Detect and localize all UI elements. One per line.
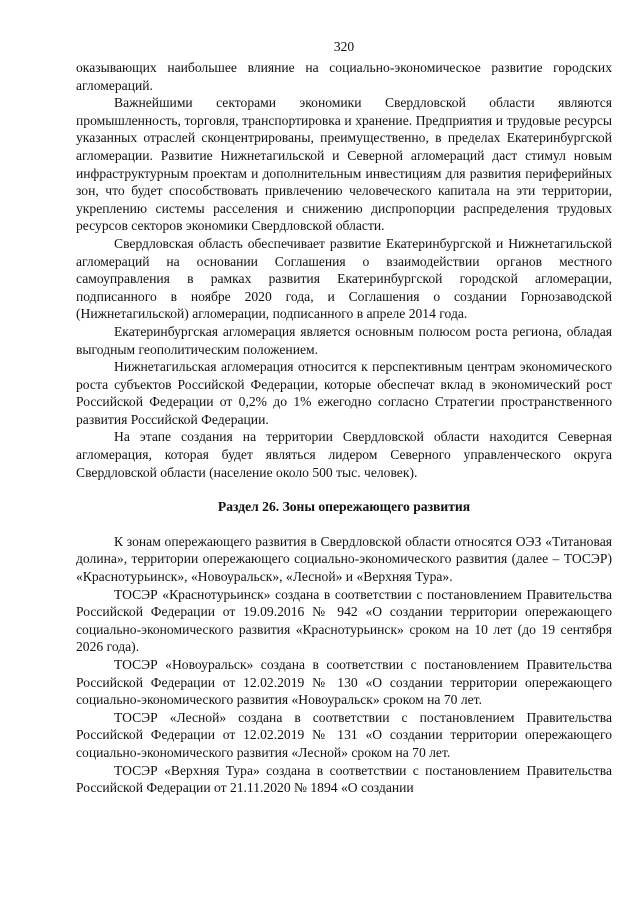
paragraph-development-zones: К зонам опережающего развития в Свердловской области относятся ОЭЗ «Титановая долина», территории опережающего социально-экономического развития (далее – ТОСЭР) «Краснотурьинск», «Новоуральск», «Лесной» и «Верхняя Тура». — [76, 533, 612, 585]
paragraph-agglomeration-agreements: Свердловская область обеспечивает развитие Екатеринбургской и Нижнетагильской агломераций на основании Соглашения о взаимодействии органов местного самоуправления в рамках развития Екатеринбургской городской агломерации, подписанного в ноябре 2020 года, и Соглашения о создании Горнозаводской (Нижнетагильской) агломерации, подписанного в апреле 2014 года. — [76, 235, 612, 322]
paragraph-economy-sectors: Важнейшими секторами экономики Свердловской области являются промышленность, торговля, транспортировка и хранение. Предприятия и трудовые ресурсы указанных отраслей сконцентрированы, преимущественно, в пределах Екатеринбургской агломерации. Развитие Нижнетагильской и Северной агломераций даст стимул новым инфраструктурным проектам и дополнительным инвестициям для развития периферийных зон, что будет способствовать привлечению человеческого капитала на эти территории, укреплению системы расселения и снижению диспропорции распределения трудовых ресурсов секторов экономики Свердловской области. — [76, 95, 612, 234]
page-number: 320 — [333, 39, 355, 54]
paragraph-tosar-novouralsk: ТОСЭР «Новоуральск» создана в соответствии с постановлением Правительства Российской Федерации от 12.02.2019 № 130 «О создании территории опережающего социально-экономического развития «Новоуральск» сроком на 70 лет. — [76, 657, 612, 708]
paragraph-tosar-verkhnyaya-tura: ТОСЭР «Верхняя Тура» создана в соответствии с постановлением Правительства Российской Федерации от 21.11.2020 № 1894 «О создании — [76, 762, 612, 796]
paragraph-nizhny-tagil-agglomeration: Нижнетагильская агломерация относится к перспективным центрам экономического роста субъектов Российской Федерации, которые обеспечат вклад в экономический рост Российской Федерации от 0,2% до 1% ежегодно согласно Стратегии пространственного развития Российской Федерации. — [76, 359, 612, 427]
section-heading: Раздел 26. Зоны опережающего развития — [217, 499, 471, 515]
paragraph-continuation: оказывающих наибольшее влияние на социально-экономическое развитие городских агломераций. — [76, 60, 612, 93]
paragraph-tosar-lesnoy: ТОСЭР «Лесной» создана в соответствии с постановлением Правительства Российской Федерации от 12.02.2019 № 131 «О создании территории опережающего социально-экономического развития «Лесной» сроком на 70 лет. — [76, 709, 612, 760]
paragraph-ekaterinburg-agglomeration: Екатеринбургская агломерация является основным полюсом роста региона, обладая выгодным геополитическим положением. — [76, 323, 612, 357]
document-body — [76, 59, 612, 797]
paragraph-tosar-krasnoturinsk: ТОСЭР «Краснотурьинск» создана в соответствии с постановлением Правительства Российской Федерации от 19.09.2016 № 942 «О создании территории опережающего социально-экономического развития «Краснотурьинск» сроком на 10 лет (до 19 сентября 2026 года). — [76, 586, 612, 655]
paragraph-northern-agglomeration: На этапе создания на территории Свердловской области находится Северная агломерация, которая будет являться лидером Северного управленческого округа Свердловской области (население около 500 тыс. человек). — [76, 429, 612, 480]
